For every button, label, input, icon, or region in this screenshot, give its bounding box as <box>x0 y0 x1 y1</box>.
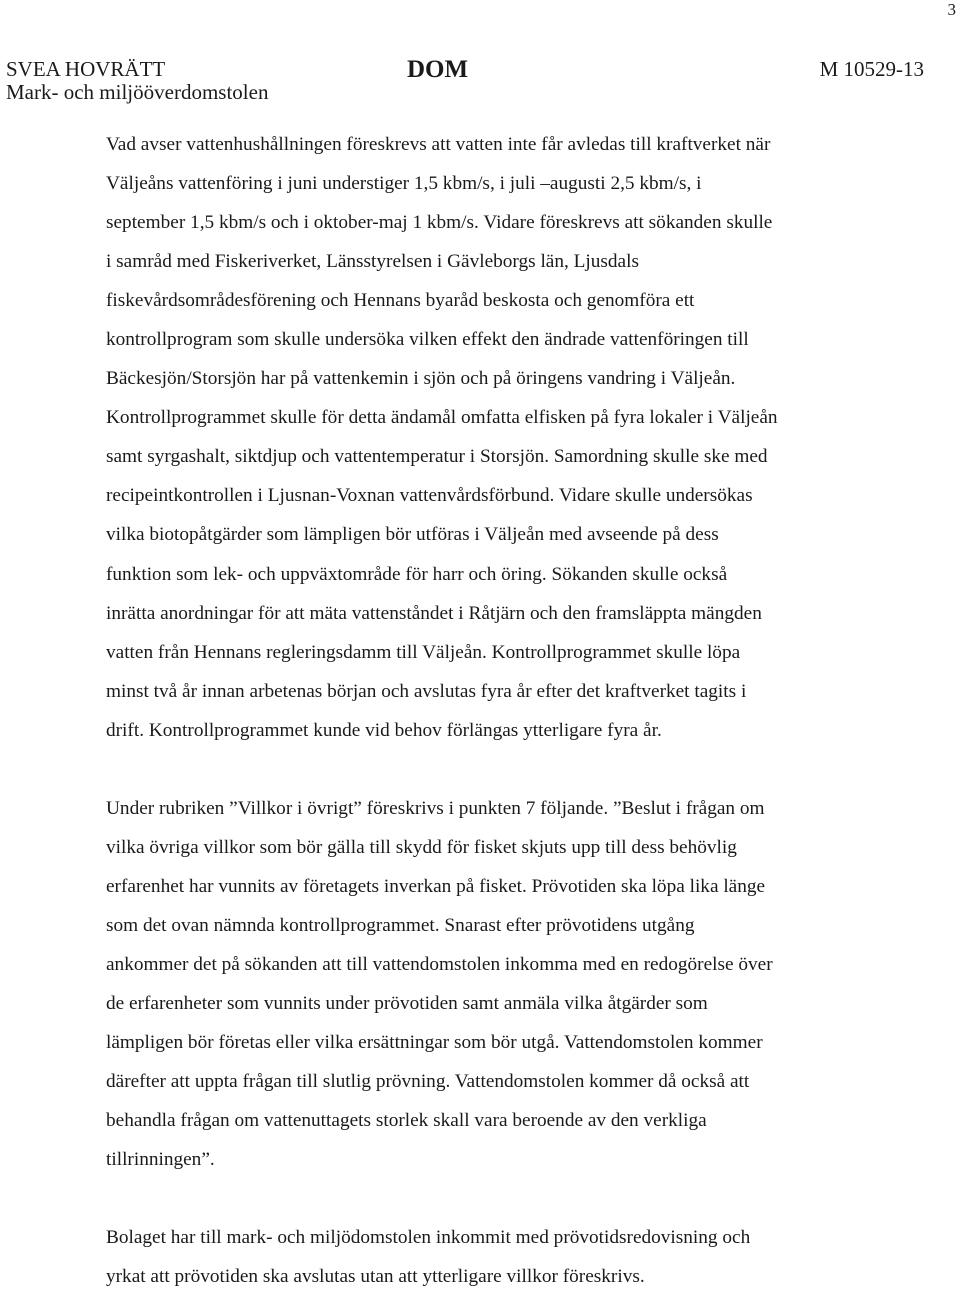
text-line: tillrinningen”. <box>106 1149 215 1171</box>
text-line: vilka biotopåtgärder som lämpligen bör utföras i Väljeån med avseende på dess <box>106 524 719 546</box>
text-line: Bäckesjön/Storsjön har på vattenkemin i sjön och på öringens vandring i Väljeån. <box>106 368 736 390</box>
text-line: Under rubriken ”Villkor i övrigt” föreskrivs i punkten 7 följande. ”Beslut i frågan om <box>106 797 765 819</box>
paragraph-other-conditions <box>106 789 896 1179</box>
text-line: Kontrollprogrammet skulle för detta ändamål omfatta elfisken på fyra lokaler i Väljeån <box>106 407 778 429</box>
document-body <box>106 125 896 1296</box>
text-line: erfarenhet har vunnits av företagets inverkan på fisket. Prövotiden ska löpa lika länge <box>106 875 766 897</box>
text-line: kontrollprogram som skulle undersöka vilken effekt den ändrade vattenföringen till <box>106 329 749 351</box>
text-line: vilka övriga villkor som bör gälla till skydd för fisket skjuts upp till dess behövlig <box>106 836 737 858</box>
case-number: M 10529-13 <box>819 57 924 81</box>
document-header <box>6 57 924 105</box>
text-line: behandla frågan om vattenuttagets storlek skall vara beroende av den verkliga <box>106 1110 707 1132</box>
text-line: minst två år innan arbetenas början och avslutas fyra år efter det kraftverket tagits i <box>106 680 747 702</box>
text-line: recipeintkontrollen i Ljusnan-Voxnan vattenvårdsförbund. Vidare skulle undersökas <box>106 485 753 507</box>
text-line: samt syrgashalt, siktdjup och vattentemperatur i Storsjön. Samordning skulle ske med <box>106 446 768 468</box>
text-line: fiskevårdsområdesförening och Hennans byaråd beskosta och genomföra ett <box>106 290 695 312</box>
paragraph-spacer <box>106 750 896 789</box>
text-line: inrätta anordningar för att mäta vattenståndet i Råtjärn och den framsläppta mängden <box>106 602 762 624</box>
text-line: lämpligen bör företas eller vilka ersättningar som bör utgå. Vattendomstolen kommer <box>106 1032 763 1054</box>
text-line: som det ovan nämnda kontrollprogrammet. Snarast efter prövotidens utgång <box>106 914 695 936</box>
page-number: 3 <box>947 0 956 19</box>
text-line: ankommer det på sökanden att till vattendomstolen inkomma med en redogörelse över <box>106 953 773 975</box>
text-line: de erfarenheter som vunnits under prövotiden samt anmäla vilka åtgärder som <box>106 992 708 1014</box>
text-line: vatten från Hennans regleringsdamm till Väljeån. Kontrollprogrammet skulle löpa <box>106 641 741 663</box>
court-name: SVEA HOVRÄTT <box>6 57 166 81</box>
text-line: därefter att uppta frågan till slutlig prövning. Vattendomstolen kommer då också att <box>106 1071 750 1093</box>
court-subname: Mark- och miljööverdomstolen <box>6 80 269 104</box>
paragraph-company-report <box>106 1218 896 1296</box>
text-line: i samråd med Fiskeriverket, Länsstyrelsen i Gävleborgs län, Ljusdals <box>106 251 639 273</box>
text-line: funktion som lek- och uppväxtområde för harr och öring. Sökanden skulle också <box>106 563 728 585</box>
document-type: DOM <box>407 56 469 83</box>
text-line: september 1,5 kbm/s och i oktober-maj 1 kbm/s. Vidare föreskrevs att sökanden skulle <box>106 212 773 234</box>
text-line: yrkat att prövotiden ska avslutas utan att ytterligare villkor föreskrivs. <box>106 1266 645 1288</box>
text-line: Väljeåns vattenföring i juni understiger 1,5 kbm/s, i juli –augusti 2,5 kbm/s, i <box>106 173 702 195</box>
text-line: Vad avser vattenhushållningen föreskrevs att vatten inte får avledas till kraftverket när <box>106 134 771 155</box>
paragraph-water-management <box>106 125 896 750</box>
paragraph-spacer <box>106 1179 896 1218</box>
text-line: Bolaget har till mark- och miljödomstolen inkommit med prövotidsredovisning och <box>106 1227 751 1249</box>
text-line: drift. Kontrollprogrammet kunde vid behov förlängas ytterligare fyra år. <box>106 719 662 741</box>
